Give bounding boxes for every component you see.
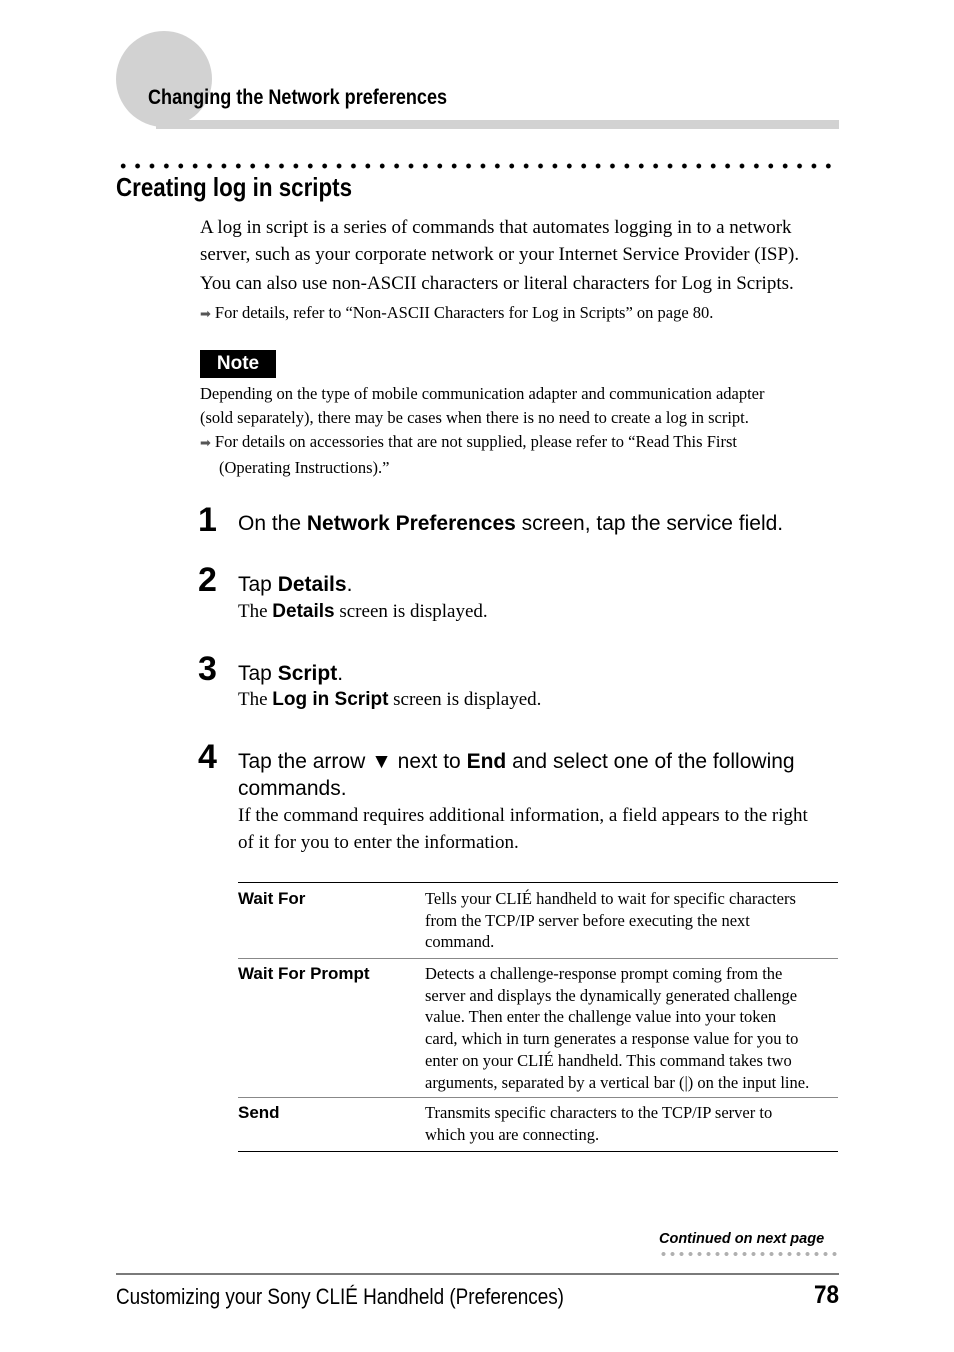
command-name: Wait For Prompt bbox=[238, 964, 370, 983]
step-text: screen is displayed. bbox=[334, 601, 488, 622]
footer-rule bbox=[116, 1273, 839, 1275]
reference-text: For details on accessories that are not supplied, please refer to “Read This First bbox=[214, 432, 737, 451]
step-number: 1 bbox=[198, 501, 217, 539]
step-text: . bbox=[346, 573, 353, 596]
ui-term: Details bbox=[277, 573, 347, 596]
step-text: If the command requires additional information, a field appears to the right bbox=[238, 805, 808, 826]
command-description bbox=[425, 888, 845, 953]
step-text: . bbox=[337, 662, 344, 685]
desc-line: command. bbox=[425, 932, 495, 952]
header-bar-decoration bbox=[156, 120, 839, 129]
ui-term: End bbox=[466, 750, 507, 773]
desc-line: enter on your CLIÉ handheld. This command takes two bbox=[425, 1050, 792, 1070]
desc-line: from the TCP/IP server before executing the next bbox=[425, 910, 750, 930]
table-rule bbox=[238, 882, 838, 883]
step-text: screen is displayed. bbox=[388, 689, 542, 710]
continued-note: Continued on next page bbox=[659, 1231, 825, 1247]
ui-term: Details bbox=[272, 601, 335, 622]
step-number: 4 bbox=[198, 738, 217, 776]
step-heading bbox=[238, 571, 352, 598]
step-detail bbox=[238, 598, 488, 625]
step-number: 3 bbox=[198, 650, 217, 688]
footer-chapter: Customizing your Sony CLIÉ Handheld (Preferences) bbox=[116, 1284, 564, 1309]
arrow-right-icon: ➡ bbox=[200, 436, 211, 451]
command-name: Wait For bbox=[238, 889, 306, 908]
step-text: Tap bbox=[238, 573, 278, 596]
intro-line: server, such as your corporate network or your Internet Service Provider (ISP). bbox=[200, 244, 800, 265]
desc-line: Detects a challenge-response prompt coming from the bbox=[425, 964, 783, 983]
step-text: of it for you to enter the information. bbox=[238, 832, 519, 853]
arrow-right-icon: ➡ bbox=[200, 307, 211, 322]
step-detail bbox=[238, 686, 541, 713]
intro-line: You can also use non-ASCII characters or literal characters for Log in Scripts. bbox=[200, 273, 794, 294]
ui-term: Script bbox=[277, 662, 338, 685]
note-line: (sold separately), there may be cases when there is no need to create a log in script. bbox=[200, 408, 749, 427]
step-text: Tap bbox=[238, 662, 278, 685]
step-heading bbox=[238, 510, 783, 537]
intro-paragraph bbox=[200, 214, 799, 297]
note-badge: Note bbox=[200, 350, 276, 378]
step-text: Tap the arrow ▼ next to bbox=[238, 750, 467, 773]
step-text: The bbox=[238, 689, 273, 710]
intro-line: A log in script is a series of commands that automates logging in to a network bbox=[200, 217, 792, 238]
step-detail bbox=[238, 802, 808, 856]
step-text: On the bbox=[238, 512, 307, 535]
desc-line: which you are connecting. bbox=[425, 1124, 600, 1144]
reference-text: For details, refer to “Non-ASCII Characters for Log in Scripts” on page 80. bbox=[214, 303, 714, 322]
step-text: and select one of the following bbox=[506, 750, 795, 773]
step-heading bbox=[238, 660, 343, 687]
note-reference bbox=[200, 430, 765, 456]
desc-line: Transmits specific characters to the TCP/IP server to bbox=[425, 1103, 773, 1122]
section-title: Creating log in scripts bbox=[116, 172, 353, 202]
table-rule bbox=[238, 958, 838, 959]
dotted-divider bbox=[659, 1251, 839, 1257]
desc-line: value. Then enter the challenge value into your token bbox=[425, 1007, 777, 1027]
step-heading bbox=[238, 748, 795, 802]
step-text: commands. bbox=[238, 777, 347, 800]
step-number: 2 bbox=[198, 561, 217, 599]
note-body bbox=[200, 382, 765, 480]
command-description bbox=[425, 963, 845, 1093]
ui-term: Log in Script bbox=[272, 689, 389, 710]
dotted-divider bbox=[116, 162, 836, 170]
page-number: 78 bbox=[813, 1281, 839, 1309]
note-line: Depending on the type of mobile communication adapter and communication adapter bbox=[200, 384, 765, 403]
running-header: Changing the Network preferences bbox=[148, 86, 448, 109]
note-reference-cont: (Operating Instructions).” bbox=[219, 458, 390, 477]
desc-line: card, which in turn generates a response value for you to bbox=[425, 1029, 799, 1049]
table-rule bbox=[238, 1097, 838, 1098]
desc-line: server and displays the dynamically generated challenge bbox=[425, 985, 798, 1005]
table-rule bbox=[238, 1151, 838, 1152]
ui-term: Network Preferences bbox=[306, 512, 516, 535]
intro-reference bbox=[200, 301, 713, 327]
desc-line: Tells your CLIÉ handheld to wait for specific characters bbox=[425, 889, 796, 908]
step-text: screen, tap the service field. bbox=[515, 512, 784, 535]
desc-line: arguments, separated by a vertical bar (|) on the input line. bbox=[425, 1072, 810, 1092]
command-description bbox=[425, 1102, 845, 1145]
command-name: Send bbox=[238, 1103, 280, 1122]
header-circle-decoration bbox=[116, 31, 212, 127]
step-text: The bbox=[238, 601, 273, 622]
